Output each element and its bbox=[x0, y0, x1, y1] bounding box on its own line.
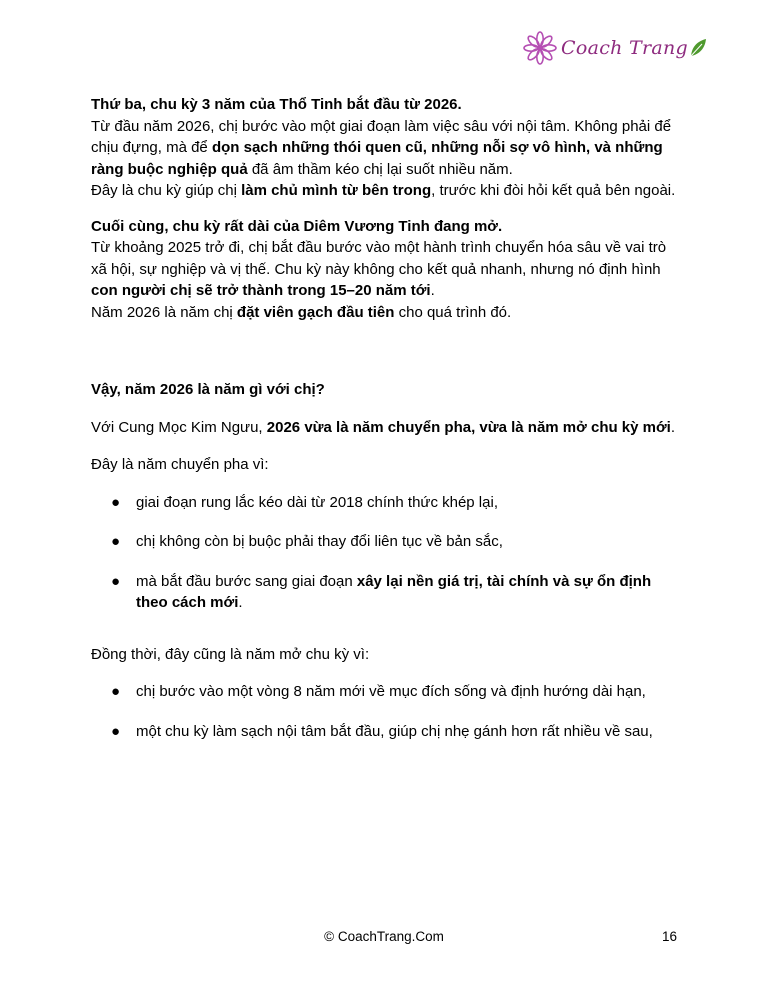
leaf-icon bbox=[688, 37, 708, 59]
list-item-text: chị bước vào một vòng 8 năm mới về mục đích sống và định hướng dài hạn, bbox=[136, 683, 646, 700]
logo-text: Coach Trang bbox=[561, 37, 689, 59]
bold-text: làm chủ mình từ bên trong bbox=[241, 182, 432, 199]
text-run: Năm 2026 là năm chị bbox=[91, 303, 237, 321]
bold-text: con người chị sẽ trở thành trong 15–20 năm tới bbox=[91, 282, 431, 299]
paragraph bbox=[91, 116, 681, 181]
bold-text: dọn sạch những thói quen cũ, những nỗi sợ vô hình, và những ràng buộc nghiệp quả bbox=[91, 139, 663, 178]
paragraph bbox=[91, 237, 681, 302]
list-item-text: mà bắt đầu bước sang giai đoạn bbox=[136, 572, 357, 590]
copyright-text: © CoachTrang.Com bbox=[324, 929, 444, 944]
paragraph bbox=[91, 302, 681, 324]
list-item bbox=[91, 492, 681, 514]
bullet-list-transition bbox=[91, 492, 681, 614]
bold-text: xây lại nền giá trị, tài chính và sự ổn định theo cách mới bbox=[136, 572, 652, 611]
bullet-icon: ● bbox=[111, 493, 121, 511]
text-run: Từ khoảng 2025 trở đi, chị bắt đầu bước vào một hành trình chuyển hóa sâu về vai trò xã hội, sự nghiệp và vị thế. Chu kỳ này không cho kết quả nhanh, nhưng nó định hình bbox=[91, 239, 667, 278]
text-run: , trước khi đòi hỏi kết quả bên ngoài. bbox=[431, 182, 676, 199]
list-intro: Đây là năm chuyển pha vì: bbox=[91, 456, 269, 473]
bullet-icon: ● bbox=[111, 533, 121, 550]
bold-text: 2026 vừa là năm chuyển pha, vừa là năm mở chu kỳ mới bbox=[266, 418, 671, 436]
list-item bbox=[91, 721, 681, 743]
bullet-icon: ● bbox=[111, 572, 121, 590]
text-run: . bbox=[430, 282, 435, 299]
text-run: Đây là chu kỳ giúp chị bbox=[91, 182, 242, 199]
bullet-list-new-cycle bbox=[91, 681, 681, 742]
paragraph bbox=[91, 180, 681, 202]
text-run: . bbox=[670, 418, 676, 436]
list-item-text: giai đoạn rung lắc kéo dài từ 2018 chính thức khép lại, bbox=[136, 493, 498, 511]
section-heading-2026: Vậy, năm 2026 là năm gì với chị? bbox=[91, 381, 325, 398]
flower-icon bbox=[523, 31, 557, 65]
list-item-text: chị không còn bị buộc phải thay đổi liên tục về bản sắc, bbox=[136, 533, 503, 550]
text-run: cho quá trình đó. bbox=[394, 303, 512, 321]
list-item-text: một chu kỳ làm sạch nội tâm bắt đầu, giúp chị nhẹ gánh hơn rất nhiều về sau, bbox=[136, 722, 653, 740]
text-run: Từ đầu năm 2026, chị bước vào một giai đoạn làm việc sâu với nội tâm. Không phải để chịu đựng, mà để bbox=[91, 117, 672, 156]
text-run: đã âm thầm kéo chị lại suốt nhiều năm. bbox=[247, 160, 513, 178]
bold-text: đặt viên gạch đầu tiên bbox=[236, 303, 395, 321]
bullet-icon: ● bbox=[111, 722, 121, 740]
brand-logo bbox=[523, 30, 708, 66]
page-number: 16 bbox=[662, 929, 678, 944]
bullet-icon: ● bbox=[111, 683, 121, 700]
list-item bbox=[91, 571, 681, 614]
section-heading-saturn: Thứ ba, chu kỳ 3 năm của Thổ Tinh bắt đầu từ 2026. bbox=[91, 96, 462, 113]
section-heading-pluto: Cuối cùng, chu kỳ rất dài của Diêm Vương Tinh đang mở. bbox=[91, 217, 503, 235]
page-content bbox=[91, 94, 681, 742]
text-run: . bbox=[238, 594, 243, 611]
text-run: Với Cung Mọc Kim Ngưu, bbox=[91, 418, 267, 436]
list-intro: Đồng thời, đây cũng là năm mở chu kỳ vì: bbox=[91, 645, 370, 663]
paragraph bbox=[91, 417, 681, 439]
list-item bbox=[91, 531, 681, 553]
list-item bbox=[91, 681, 681, 703]
